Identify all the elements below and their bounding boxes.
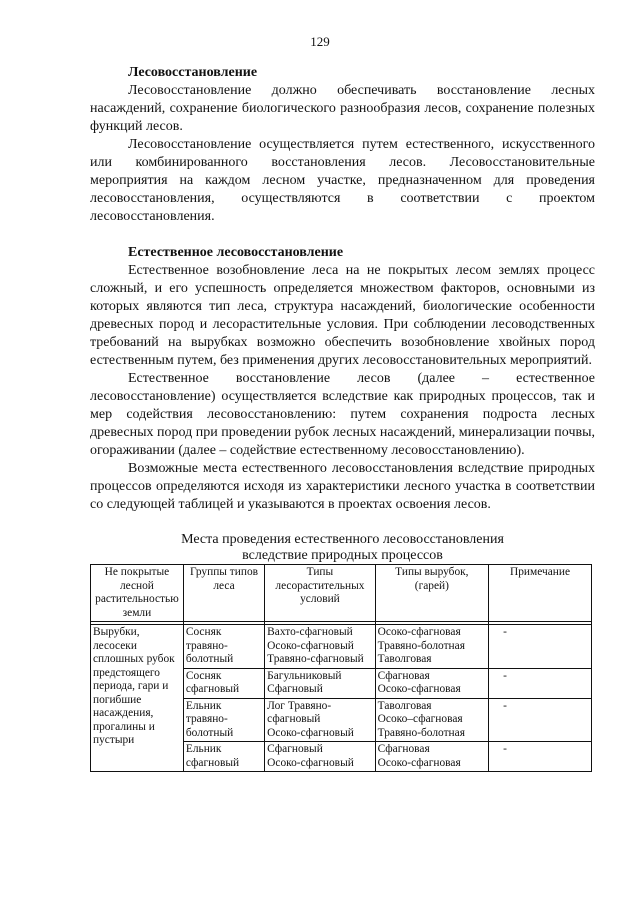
cell-line: Таволговая (377, 653, 432, 665)
cell-line: Осоко-сфагновая (377, 756, 461, 769)
cell-line: Травяно-болотная (377, 639, 465, 652)
conditions-cell (265, 625, 376, 669)
clearing-cell (375, 698, 488, 742)
forest-group-cell (183, 668, 264, 698)
column-header: Типы лесорастительных условий (265, 565, 376, 622)
cell-line: болотный (185, 653, 234, 665)
conditions-cell (265, 698, 376, 742)
cell-line: - (503, 626, 507, 638)
table-caption-line: Места проведения естественного лесовосстановления (181, 532, 504, 547)
paragraph: Лесовосстановление осуществляется путем естественного, искусственного или комбинированного восстановления лесов. Лесовосстановительные мероприятия на каждом лесном участке, предназначенном для проведения лесовосстановления, осуществляются в соответствии с проектом лесовосстановления. (90, 137, 595, 224)
cell-line: Осоко-сфагновый (267, 639, 354, 652)
note-cell (489, 625, 592, 669)
cell-line: Осоко-сфагновый (267, 756, 354, 769)
table-body (91, 622, 592, 772)
cell-line: - (503, 669, 507, 682)
paragraph: Возможные места естественного лесовосстановления вследствие природных процессов определяются исходя из характеристики лесного участка в соответствии со следующей таблицей и указываются в проектах освоения лесов. (90, 461, 595, 512)
column-header: Не покрытые лесной растительностью земли (91, 565, 184, 622)
cell-line: Травяно-болотная (377, 726, 465, 739)
section-heading-natural-reforestation: Естественное лесовосстановление (128, 245, 344, 260)
page-number: 129 (310, 34, 330, 49)
conditions-cell (265, 668, 376, 698)
cell-line: Лог Травяно- (267, 699, 332, 712)
paragraph: Лесовосстановление должно обеспечивать восстановление лесных насаждений, сохранение биологического разнообразия лесов, сохранение полезных функций лесов. (90, 83, 595, 134)
paragraph: Естественное возобновление леса на не покрытых лесом землях процесс сложный, и его успешность определяется множеством факторов, основными из которых являются тип леса, структура насаждений, биологические особенности древесных пород и лесорастительные условия. При соблюдении лесоводственных требований на вырубках возможно обеспечить возобновление хвойных пород естественным путем, без применения других лесовосстановительных мероприятий. (90, 263, 595, 368)
cell-line: Осоко-сфагновая (377, 626, 461, 638)
column-header: Типы вырубок, (гарей) (375, 565, 488, 622)
table-caption (90, 532, 595, 564)
cell-line: Сфагновая (377, 669, 430, 682)
cell-line: - (503, 743, 507, 755)
forest-group-cell (183, 625, 264, 669)
cell-line: Сосняк (185, 626, 222, 638)
cell-line: Травяно-сфагновый (267, 653, 364, 665)
document-body (90, 64, 595, 772)
note-cell (489, 698, 592, 742)
cell-line: Осоко-сфагновый (267, 726, 354, 739)
note-cell (489, 668, 592, 698)
cell-line: Сфагновый (267, 683, 323, 695)
table-header-row (91, 565, 592, 622)
cell-line: Осоко-сфагновая (377, 683, 461, 695)
cell-line: сфагновый (267, 713, 321, 725)
section-heading-reforestation: Лесовосстановление (128, 65, 258, 80)
cell-line: сфагновый (185, 756, 240, 769)
forest-group-cell (183, 742, 264, 772)
cell-line: Осоко–сфагновая (377, 713, 463, 725)
clearing-cell (375, 668, 488, 698)
cell-line: - (503, 699, 507, 712)
cell-line: сфагновый (185, 683, 240, 695)
reforestation-table (90, 564, 592, 772)
cell-line: Таволговая (377, 699, 432, 712)
column-header: Группы типов леса (183, 565, 264, 622)
clearing-cell (375, 742, 488, 772)
table-row (91, 625, 592, 669)
conditions-cell (265, 742, 376, 772)
cell-line: травяно- (185, 639, 228, 652)
land-category-cell: Вырубки, лесосеки сплошных рубок предстоящего периода, гари и погибшие насаждения, прогалины и пустыри (91, 625, 184, 772)
paragraph: Естественное восстановление лесов (далее – естественное лесовосстановление) осуществляется вследствие как природных процессов, так и мер содействия лесовосстановлению: путем сохранения подроста лесных древесных пород при проведении рубок лесных насаждений, минерализации почвы, огораживании (далее – содействие естественному лесовосстановлению). (90, 371, 595, 458)
cell-line: Ельник (185, 699, 222, 712)
cell-line: Вахто-сфагновый (267, 626, 353, 638)
cell-line: Сфагновый (267, 743, 323, 755)
cell-line: Сфагновая (377, 743, 430, 755)
note-cell (489, 742, 592, 772)
cell-line: Багульниковый (267, 669, 342, 682)
cell-line: болотный (185, 726, 234, 739)
cell-line: травяно- (185, 713, 228, 725)
cell-line: Ельник (185, 743, 222, 755)
clearing-cell (375, 625, 488, 669)
cell-line: Сосняк (185, 669, 222, 682)
forest-group-cell (183, 698, 264, 742)
table-caption-line: вследствие природных процессов (242, 548, 443, 563)
column-header: Примечание (489, 565, 592, 622)
